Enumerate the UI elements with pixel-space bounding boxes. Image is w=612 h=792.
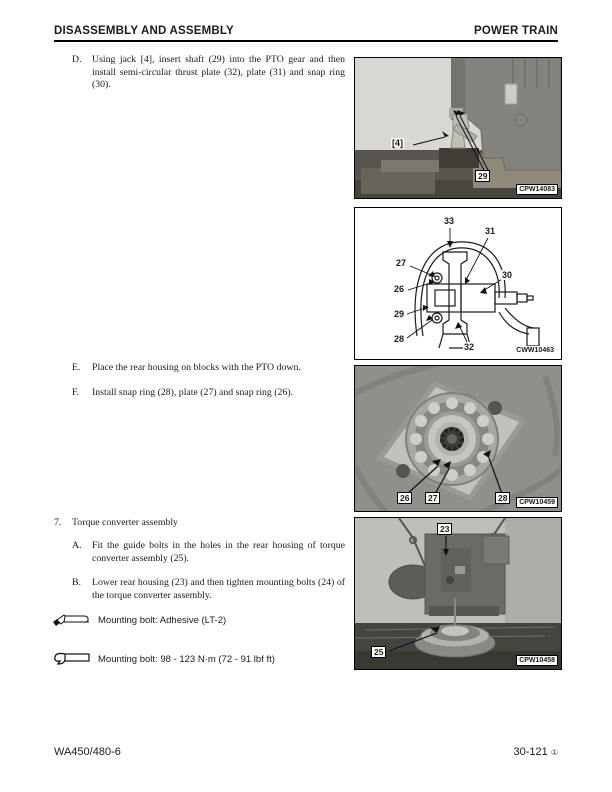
photo-bearing-closeup — [355, 366, 561, 511]
step-7a-label: A. — [72, 540, 82, 551]
step-e-label: E. — [72, 362, 81, 373]
step-f — [72, 387, 345, 400]
drawing-code: CWW10463 — [516, 347, 554, 354]
step-d-text: Using jack [4], insert shaft (29) into the PTO gear and then install semi-circular thrust plate (32), plate (31) and snap ring (30). — [92, 54, 345, 90]
step-7b-text: Lower rear housing (23) and then tighten mounting bolts (24) of the torque converter assembly. — [92, 577, 345, 601]
footer-model: WA450/480-6 — [54, 746, 121, 758]
step-e-text: Place the rear housing on blocks with the PTO down. — [92, 362, 301, 373]
callout-27: 27 — [425, 492, 440, 504]
photo-code: CPW10458 — [516, 655, 558, 666]
section-7-title: Torque converter assembly — [72, 517, 178, 528]
diagram-pto-section — [355, 208, 561, 359]
callout-30: 30 — [502, 270, 513, 280]
step-f-text: Install snap ring (28), plate (27) and snap ring (26). — [92, 387, 294, 398]
callout-33: 33 — [444, 216, 455, 226]
header-rule — [54, 40, 558, 42]
photo-jack-under-housing — [355, 58, 561, 198]
callout-25: 25 — [371, 646, 386, 658]
note-torque — [52, 649, 352, 670]
section-7-number: 7. — [54, 517, 62, 528]
step-7a — [72, 540, 345, 565]
torque-wrench-icon — [52, 649, 98, 670]
step-7b-label: B. — [72, 577, 81, 588]
footer-page-number — [514, 746, 559, 758]
step-d-label: D. — [72, 54, 82, 65]
figure-bearing-photo — [354, 365, 562, 512]
callout-32: 32 — [464, 342, 475, 352]
photo-code: CPW14083 — [516, 184, 558, 195]
step-e — [72, 362, 345, 375]
note-adhesive — [52, 610, 352, 631]
section-7-heading — [54, 517, 345, 530]
adhesive-tube-icon — [52, 610, 98, 631]
callout-26: 26 — [397, 492, 412, 504]
note-torque-text: Mounting bolt: 98 - 123 N·m (72 - 91 lbf ft) — [98, 654, 275, 665]
callout-26: 26 — [394, 284, 405, 294]
section-title: POWER TRAIN — [474, 25, 558, 37]
callout-jack: [4] — [392, 138, 403, 148]
photo-code: CPW10459 — [516, 497, 558, 508]
footer-revision-marker: ① — [550, 748, 558, 757]
figure-torque-converter-photo — [354, 517, 562, 670]
callout-29: 29 — [475, 170, 490, 182]
step-7a-text: Fit the guide bolts in the holes in the rear housing of torque converter assembly (25). — [92, 540, 345, 564]
callout-23: 23 — [437, 523, 452, 535]
callout-28: 28 — [495, 492, 510, 504]
step-7b — [72, 577, 345, 602]
note-adhesive-text: Mounting bolt: Adhesive (LT-2) — [98, 615, 227, 626]
callout-31: 31 — [485, 226, 496, 236]
callout-28: 28 — [394, 334, 405, 344]
callout-27: 27 — [396, 258, 407, 268]
figure-jack-shaft-photo — [354, 57, 562, 199]
step-f-label: F. — [72, 387, 80, 398]
page-title: DISASSEMBLY AND ASSEMBLY — [54, 25, 234, 37]
page-number: 30-121 — [513, 746, 548, 758]
figure-pto-cross-section-diagram — [354, 207, 562, 360]
step-d — [72, 54, 345, 92]
callout-29: 29 — [394, 309, 405, 319]
